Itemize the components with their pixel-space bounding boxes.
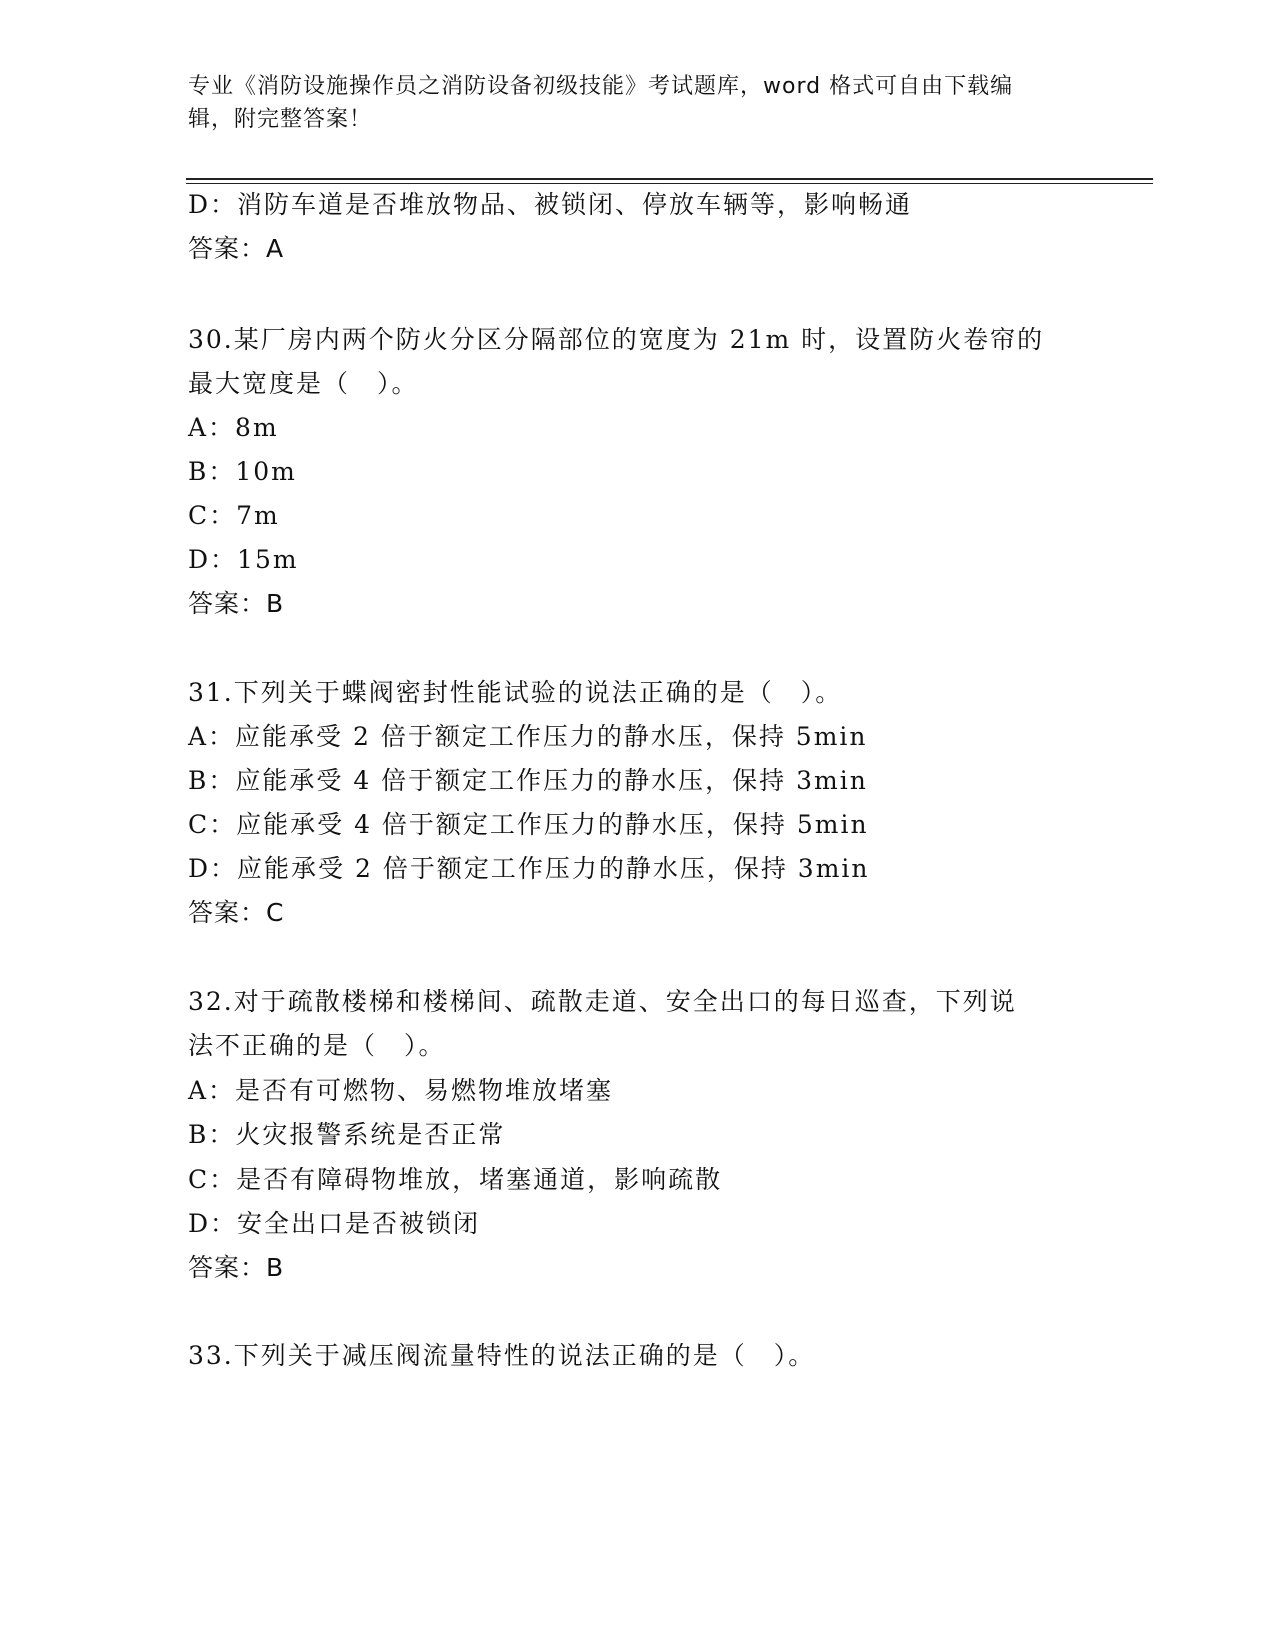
question-31-line-1: 31.下列关于蝶阀密封性能试验的说法正确的是（ ）。 [188, 678, 843, 707]
question-31-option-b: B：应能承受 4 倍于额定工作压力的静水压，保持 3min [188, 766, 868, 795]
question-30-line-2: 最大宽度是（ ）。 [188, 369, 419, 398]
header-line-2: 辑，附完整答案！ [188, 107, 373, 132]
header-divider-thin [186, 183, 1153, 184]
option-d-previous: D：消防车道是否堆放物品、被锁闭、停放车辆等，影响畅通 [188, 190, 913, 219]
question-32-option-d: D：安全出口是否被锁闭 [188, 1209, 481, 1238]
question-30-option-a: A：8m [188, 413, 279, 442]
answer-previous: 答案：A [188, 234, 285, 263]
question-30-option-d: D：15m [188, 545, 299, 574]
question-32-option-c: C：是否有障碍物堆放，堵塞通道，影响疏散 [188, 1165, 723, 1194]
question-30-answer: 答案：B [188, 589, 285, 618]
question-32-option-a: A：是否有可燃物、易燃物堆放堵塞 [188, 1076, 614, 1105]
question-31-answer: 答案：C [188, 898, 285, 927]
question-32-answer: 答案：B [188, 1253, 285, 1282]
question-32-line-2: 法不正确的是（ ）。 [188, 1031, 446, 1060]
question-33-line-1: 33.下列关于减压阀流量特性的说法正确的是（ ）。 [188, 1341, 816, 1370]
question-32-option-b: B：火灾报警系统是否正常 [188, 1120, 506, 1149]
question-31-option-a: A：应能承受 2 倍于额定工作压力的静水压，保持 5min [188, 722, 868, 751]
question-30-option-c: C：7m [188, 501, 280, 530]
question-32-line-1: 32.对于疏散楼梯和楼梯间、疏散走道、安全出口的每日巡查，下列说 [188, 987, 1017, 1016]
question-31-option-d: D：应能承受 2 倍于额定工作压力的静水压，保持 3min [188, 854, 870, 883]
question-30-option-b: B：10m [188, 457, 297, 486]
question-30-line-1: 30.某厂房内两个防火分区分隔部位的宽度为 21m 时，设置防火卷帘的 [188, 325, 1045, 354]
header-line-1: 专业《消防设施操作员之消防设备初级技能》考试题库，word 格式可自由下载编 [188, 74, 1014, 99]
question-31-option-c: C：应能承受 4 倍于额定工作压力的静水压，保持 5min [188, 810, 869, 839]
document-header [188, 70, 1088, 136]
header-divider-thick [186, 178, 1153, 180]
